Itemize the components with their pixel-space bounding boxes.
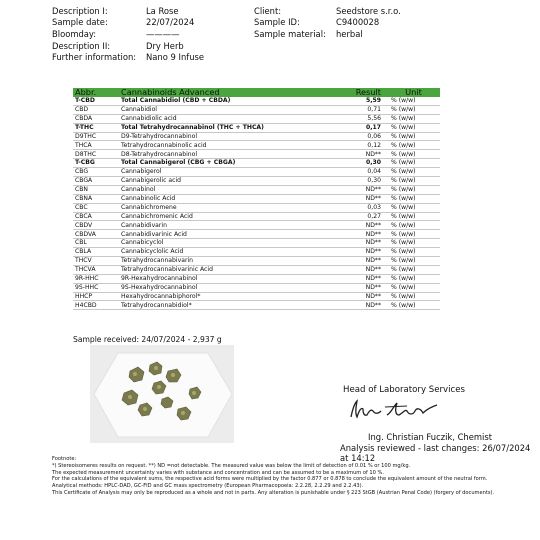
- result-cell: 0,12: [337, 141, 387, 150]
- name-cell: Tetrahydrocannabidiol*: [119, 301, 337, 310]
- unit-cell: % (w/w): [387, 185, 440, 194]
- table-row: [73, 248, 440, 257]
- result-cell: ND**: [337, 274, 387, 283]
- handwritten-signature: [345, 397, 445, 423]
- sample-date-label: Sample date:: [52, 17, 108, 27]
- abbr-cell: H4CBD: [73, 301, 119, 310]
- name-cell: D8-Tetrahydrocannabinol: [119, 150, 337, 159]
- result-cell: 0,30: [337, 159, 387, 168]
- unit-cell: % (w/w): [387, 177, 440, 186]
- abbr-cell: CBL: [73, 239, 119, 248]
- unit-cell: % (w/w): [387, 203, 440, 212]
- unit-cell: % (w/w): [387, 292, 440, 301]
- name-cell: Cannabicyclol: [119, 239, 337, 248]
- abbr-cell: 9R-HHC: [73, 274, 119, 283]
- result-cell: ND**: [337, 292, 387, 301]
- result-header: Result: [337, 88, 387, 97]
- abbr-cell: CBG: [73, 168, 119, 177]
- signature-title: Head of Laboratory Services: [343, 385, 465, 395]
- unit-cell: % (w/w): [387, 248, 440, 257]
- name-cell: 9S-Hexahydrocannabinol: [119, 283, 337, 292]
- description-ii-value: Dry Herb: [146, 41, 184, 51]
- unit-cell: % (w/w): [387, 194, 440, 203]
- description-i-label: Description I:: [52, 6, 108, 16]
- table-row: [73, 212, 440, 221]
- result-cell: 0,30: [337, 177, 387, 186]
- name-cell: Tetrahydrocannabivarinic Acid: [119, 265, 337, 274]
- table-row: [73, 239, 440, 248]
- unit-cell: % (w/w): [387, 239, 440, 248]
- abbr-cell: CBN: [73, 185, 119, 194]
- description-ii-label: Description II:: [52, 41, 111, 51]
- cannabinoids-table: [73, 88, 440, 310]
- sample-photo: [90, 345, 234, 443]
- result-cell: ND**: [337, 248, 387, 257]
- signatory-name: Ing. Christian Fuczik, Chemist: [368, 432, 493, 442]
- name-cell: Cannabidiolic acid: [119, 114, 337, 123]
- cannabinoids-header: Cannabinoids Advanced: [119, 88, 337, 97]
- unit-cell: % (w/w): [387, 265, 440, 274]
- table-row: [73, 150, 440, 159]
- further-information-value: Nano 9 Infuse: [146, 52, 205, 62]
- table-row: [73, 159, 440, 168]
- result-cell: ND**: [337, 265, 387, 274]
- further-information-label: Further information:: [52, 52, 137, 62]
- result-cell: 0,27: [337, 212, 387, 221]
- unit-cell: % (w/w): [387, 283, 440, 292]
- name-cell: Total Cannabidiol (CBD + CBDA): [119, 97, 337, 105]
- sample-material-value: herbal: [336, 29, 363, 39]
- unit-cell: % (w/w): [387, 105, 440, 114]
- result-cell: ND**: [337, 239, 387, 248]
- name-cell: Hexahydrocannabiphorol*: [119, 292, 337, 301]
- footnote-line: For the calculations of the equivalent sums, the respective acid forms were multiplied by the factor 0.877 or 0.878 to conclude the equivalent amount of the neutral form.: [52, 476, 488, 483]
- footnote-line: The expected measurement uncertainty varies with substance and concentration and can be assumed to be a maximum of 10 %.: [52, 469, 384, 476]
- result-cell: ND**: [337, 230, 387, 239]
- unit-cell: % (w/w): [387, 230, 440, 239]
- table-row: [73, 114, 440, 123]
- table-row: [73, 257, 440, 266]
- abbr-cell: T-THC: [73, 123, 119, 132]
- result-cell: 5,56: [337, 114, 387, 123]
- unit-header: Unit: [387, 88, 440, 97]
- name-cell: Cannabidivarinic Acid: [119, 230, 337, 239]
- abbr-cell: CBDV: [73, 221, 119, 230]
- name-cell: Total Tetrahydrocannabinol (THC + THCA): [119, 123, 337, 132]
- client-value: Seedstore s.r.o.: [336, 6, 401, 16]
- result-cell: 0,17: [337, 123, 387, 132]
- name-cell: Cannabichromene: [119, 203, 337, 212]
- table-row: [73, 265, 440, 274]
- footnote-line: This Certificate of Analysis may only be reproduced as a whole and not in parts. Any alteration is punishable under § 223 StGB (Austrian Penal Code) (forgery of documents).: [52, 489, 495, 496]
- bloomday-value: ————: [146, 29, 180, 39]
- name-cell: Cannabinolic Acid: [119, 194, 337, 203]
- unit-cell: % (w/w): [387, 257, 440, 266]
- abbr-cell: 9S-HHC: [73, 283, 119, 292]
- abbr-cell: CBDVA: [73, 230, 119, 239]
- result-cell: 0,71: [337, 105, 387, 114]
- table-row: [73, 123, 440, 132]
- sample-id-label: Sample ID:: [254, 17, 300, 27]
- unit-cell: % (w/w): [387, 97, 440, 105]
- analysis-reviewed: Analysis reviewed - last changes: 26/07/2024 at 14:12: [340, 443, 531, 463]
- table-row: [73, 177, 440, 186]
- sample-id-value: C9400028: [336, 17, 380, 27]
- description-i-value: La Rose: [146, 6, 179, 16]
- result-cell: ND**: [337, 221, 387, 230]
- name-cell: D9-Tetrahydrocannabinol: [119, 132, 337, 141]
- client-label: Client:: [254, 6, 282, 16]
- table-header-row: [73, 88, 440, 97]
- footnote: [52, 456, 502, 497]
- table-row: [73, 185, 440, 194]
- table-row: [73, 292, 440, 301]
- sample-photo-image: [90, 345, 234, 443]
- name-cell: Cannabigerolic acid: [119, 177, 337, 186]
- abbr-cell: T-CBG: [73, 159, 119, 168]
- result-cell: ND**: [337, 283, 387, 292]
- abbr-cell: T-CBD: [73, 97, 119, 105]
- footnote-line: *) Stereoisomeres results on request. **) ND =not detectable. The measured value was below the limit of detection of 0.01 % or 100 mg/kg.: [52, 462, 411, 469]
- table-row: [73, 168, 440, 177]
- abbr-cell: D8THC: [73, 150, 119, 159]
- abbr-cell: THCA: [73, 141, 119, 150]
- unit-cell: % (w/w): [387, 123, 440, 132]
- name-cell: Cannabinol: [119, 185, 337, 194]
- unit-cell: % (w/w): [387, 150, 440, 159]
- table-row: [73, 283, 440, 292]
- name-cell: Cannabichromenic Acid: [119, 212, 337, 221]
- table-row: [73, 203, 440, 212]
- unit-cell: % (w/w): [387, 168, 440, 177]
- unit-cell: % (w/w): [387, 212, 440, 221]
- result-cell: ND**: [337, 301, 387, 310]
- unit-cell: % (w/w): [387, 132, 440, 141]
- unit-cell: % (w/w): [387, 114, 440, 123]
- result-cell: 5,59: [337, 97, 387, 105]
- result-cell: 0,04: [337, 168, 387, 177]
- result-cell: 0,03: [337, 203, 387, 212]
- table-row: [73, 274, 440, 283]
- bloomday-label: Bloomday:: [52, 29, 97, 39]
- result-cell: 0,06: [337, 132, 387, 141]
- abbr-cell: CBC: [73, 203, 119, 212]
- name-cell: Total Cannabigerol (CBG + CBGA): [119, 159, 337, 168]
- name-cell: Cannabidivarin: [119, 221, 337, 230]
- abbr-cell: HHCP: [73, 292, 119, 301]
- result-cell: ND**: [337, 194, 387, 203]
- abbr-cell: CBLA: [73, 248, 119, 257]
- sample-received: Sample received: 24/07/2024 - 2,937 g: [73, 335, 222, 344]
- table-row: [73, 97, 440, 105]
- unit-cell: % (w/w): [387, 221, 440, 230]
- sample-date-value: 22/07/2024: [146, 17, 195, 27]
- abbr-cell: CBDA: [73, 114, 119, 123]
- result-cell: ND**: [337, 257, 387, 266]
- abbr-header: Abbr.: [73, 88, 119, 97]
- result-cell: ND**: [337, 185, 387, 194]
- result-cell: ND**: [337, 150, 387, 159]
- name-cell: 9R-Hexahydrocannabinol: [119, 274, 337, 283]
- name-cell: Cannabicyclolic Acid: [119, 248, 337, 257]
- table-row: [73, 132, 440, 141]
- name-cell: Tetrahydrocannabinolic acid: [119, 141, 337, 150]
- table-row: [73, 141, 440, 150]
- footnote-line: Analytical methods: HPLC-DAD, GC-FID and GC mass spectrometry (European Pharmacopoeia: 2.2.28, 2.2.29 and 2.2.43).: [52, 483, 364, 490]
- abbr-cell: THCV: [73, 257, 119, 266]
- unit-cell: % (w/w): [387, 159, 440, 168]
- abbr-cell: D9THC: [73, 132, 119, 141]
- abbr-cell: THCVA: [73, 265, 119, 274]
- table-row: [73, 230, 440, 239]
- unit-cell: % (w/w): [387, 274, 440, 283]
- unit-cell: % (w/w): [387, 301, 440, 310]
- sample-material-label: Sample material:: [254, 29, 326, 39]
- footnote-heading: Footnote:: [52, 456, 77, 462]
- abbr-cell: CBD: [73, 105, 119, 114]
- unit-cell: % (w/w): [387, 141, 440, 150]
- name-cell: Cannabidiol: [119, 105, 337, 114]
- abbr-cell: CBNA: [73, 194, 119, 203]
- name-cell: Cannabigerol: [119, 168, 337, 177]
- table-row: [73, 221, 440, 230]
- abbr-cell: CBGA: [73, 177, 119, 186]
- abbr-cell: CBCA: [73, 212, 119, 221]
- name-cell: Tetrahydrocannabivarin: [119, 257, 337, 266]
- table-body: [73, 97, 440, 310]
- table-row: [73, 301, 440, 310]
- table-row: [73, 194, 440, 203]
- table-row: [73, 105, 440, 114]
